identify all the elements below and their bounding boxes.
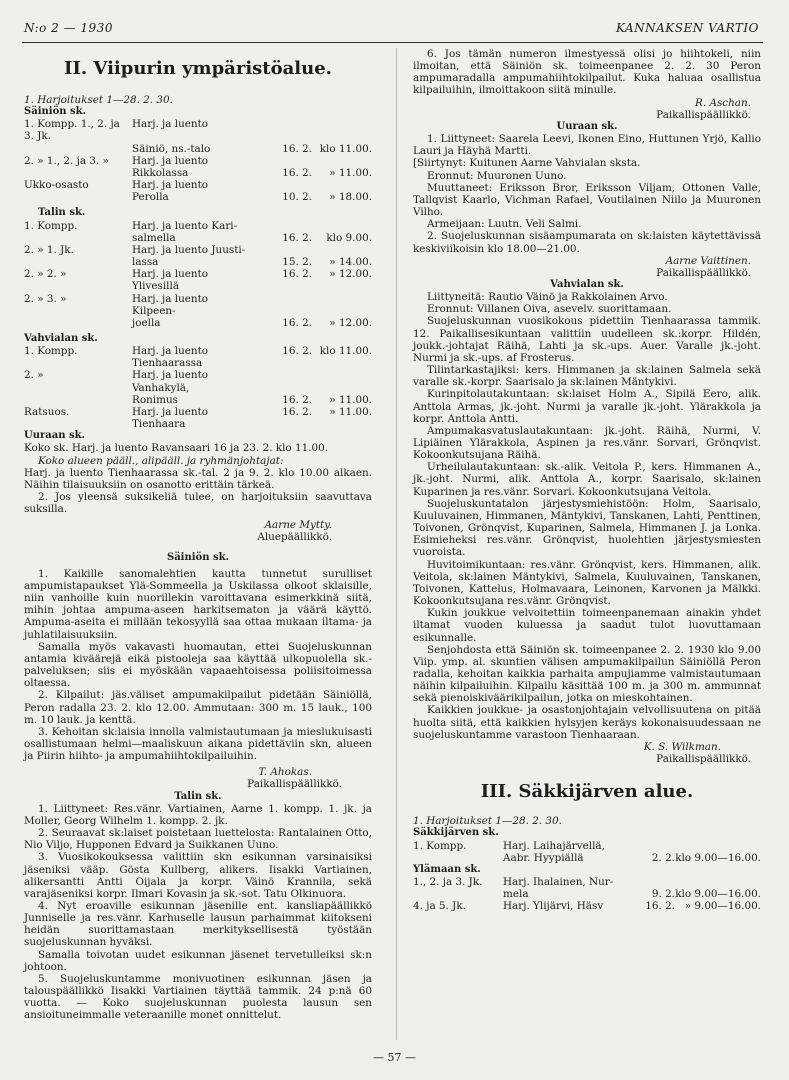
schedule-cell: Perolla (132, 191, 169, 204)
talin-schedule (24, 220, 372, 329)
talin-paragraph-3: 3. Vuosikokouksessa valittiin skn esikunnan varsinaisiksi jäseniksi vääp. Gösta Kullberg, alikers. Iisakki Vartiainen, alikersantti Antti Oijala ja korpr. Väinö Krannila, sekä varajäseniksi korpr. Ilmari Kovasin ja sk.-sot. Tatu Olkinuora. (24, 851, 372, 900)
schedule-cell: joella (132, 316, 161, 329)
vahvialan-p5: Kurinpitolautakuntaan: sk:laiset Holm A., Sipilä Eero, alik. Anttola Armas, jk.-joht. Nurmi ja varalle jk.-joht. Ylärakkola ja korpr. Anttola Antti. (413, 388, 761, 425)
section-title-iii: III. Säkkijärven alue. (480, 781, 694, 803)
schedule-cell (24, 232, 130, 244)
right-column (413, 48, 761, 912)
page-number: — 57 — (373, 1050, 416, 1064)
schedule-cell (314, 179, 372, 191)
schedule-cell: Harj. ja luento Ylivesillä (132, 268, 209, 293)
talin-heading-2: Talin sk. (174, 790, 222, 802)
schedule-cell: Harj. ja luento (132, 118, 209, 131)
talin-paragraph-5: Samalla toivotan uudet esikunnan jäsenet tervetulleiksi sk:n johtoon. (24, 948, 372, 973)
schedule-cell: Harj. ja luento (132, 154, 209, 167)
schedule-cell: Harj. ja luento Kari- (132, 219, 238, 232)
schedule-cell: klo 9.00. (326, 231, 372, 244)
schedule-cell: Harj. Ylijärvi, Häsv (503, 900, 604, 913)
vahvialan-p8: Suojeluskuntatalon järjestysmiehistöön: Holm, Saarisalo, Kuuluvainen, Himmanen, Mäntykivi, Tanskanen, Lahti, Penttinen, Toivonen, Grönqvist, Kuparinen, Salmela, Himmanen J. ja Lonka. Esimieheksi res.vänr. Grönqvist, huolehtien järjestysmiesten vuoroista. (413, 497, 761, 559)
vahvialan-p7: Urheilulautakuntaan: sk.-alik. Veitola P., kers. Himmanen A., jk.-joht. Nurmi, alik. Anttola A., korpr. Saarisalo, sk:lainen Kuparinen ja res.vänr. Sorvari. Kokoonkutsujana Veitola. (413, 461, 761, 498)
schedule-cell: 16. 2. (645, 900, 675, 913)
schedule-cell: klo 9.00—16.00. (675, 888, 761, 901)
sakkijarvi-subheading: 1. Harjoitukset 1—28. 2. 30. (413, 815, 562, 828)
schedule-cell: 2. » 2. » (24, 268, 67, 281)
schedule-cell: » 11.00. (329, 393, 372, 406)
schedule-cell (250, 293, 312, 317)
schedule-cell (24, 191, 130, 203)
schedule-cell (314, 244, 372, 256)
signature-name-5: K. S. Wilkman. (643, 740, 721, 753)
left-column (24, 48, 372, 1022)
vahvialan-schedule (24, 345, 372, 430)
vahvialan-p12: Kaikkien joukkue- ja osastonjohtajain velvollisuutena on pitää huolta siitä, että kaikkien hylsyjen keräys kokonaisuudessaan ne suojeluskuntamme varastoon Tienhaaraan. (413, 704, 761, 741)
schedule-cell: 1. Kompp. (24, 219, 78, 232)
schedule-cell (314, 155, 372, 167)
schedule-cell: Harj. Ihalainen, Nur- (503, 876, 614, 888)
sainio-paragraph-2: Samalla myös vakavasti huomautan, ettei Suojeluskunnan antamia kiväärejä eikä pistooleja saa käyttää ulkopuolella sk.-palveluksen; siis ei myöskään vapaaehtoisessa poliisitoimessa oltaessa. (24, 640, 372, 690)
schedule-cell: Harj. ja luento Kilpeen- (132, 292, 209, 317)
uuraan-resigned: Eronnut: Muuronen Uuno. (427, 169, 567, 182)
schedule-cell: klo 11.00. (319, 345, 372, 358)
uuraan-line-2: Koko alueen pääll., alipääll. ja ryhmänjohtajat: (38, 454, 284, 467)
sainio-paragraph-6: 6. Jos tämän numeron ilmestyessä olisi jo hiihtokeli, niin ilmoitan, että Säiniön sk. toimeenpanee 2. 2. 30 Peron ampumaradalla ampumahiihtokilpailut. Kuka haluaa osallistua kilpailuihin, ilmoittakoon siitä minulle. (413, 48, 761, 97)
issue-number: N:o 2 — 1930 (24, 21, 113, 35)
schedule-cell (250, 118, 312, 142)
schedule-cell: Harj. ja luento Juusti- (132, 243, 246, 256)
uuraan-transferred: [Siirtynyt: Kuitunen Aarne Vahvialan sksta. (413, 157, 641, 170)
schedule-cell: 16. 2. (282, 166, 312, 179)
schedule-cell (635, 840, 675, 852)
publication-title: KANNAKSEN VARTIO (616, 21, 759, 35)
schedule-cell: 15. 2. (282, 256, 312, 269)
schedule-cell: Ukko-osasto (24, 179, 89, 192)
sainio-heading-2: Säiniön sk. (166, 551, 230, 563)
schedule-cell: Harj. ja luento Vanhakylä, (132, 369, 209, 394)
schedule-cell: klo 11.00. (319, 142, 372, 155)
uuraan-heading: Uuraan sk. (24, 430, 86, 442)
signature-name-3: R. Aschan. (695, 96, 751, 109)
schedule-cell: Harj. Laihajärvellä, (503, 839, 605, 852)
schedule-cell: 16. 2. (282, 393, 312, 406)
schedule-cell (675, 876, 761, 888)
vahvialan-p4: Tilintarkastajiksi: kers. Himmanen ja sk:lainen Salmela sekä varalle sk.-korpr. Saarisalo ja sk:lainen Mäntykivi. (413, 364, 761, 389)
schedule-cell: Ronimus (132, 393, 178, 406)
talin-paragraph-6: 5. Suojeluskuntamme monivuotinen esikunnan jäsen ja talouspäällikkö Iisakki Vartiainen täyttää tammik. 24 p:nä 60 vuotta. — Koko suojeluskunnan puolesta lausun sen ansioituneimmalle veteraanille monet onnittelut. (24, 972, 372, 1022)
schedule-cell: Harj. ja luento Tienhaarassa (132, 345, 209, 370)
schedule-cell (250, 244, 312, 256)
schedule-cell: 9. 2. (651, 888, 675, 901)
schedule-cell: Harj. ja luento (132, 179, 209, 192)
schedule-cell: 4. ja 5. Jk. (413, 900, 466, 913)
schedule-cell (675, 840, 761, 852)
sainio-paragraph-1: 1. Kaikille sanomalehtien kautta tunnetut surulliset ampumistapaukset Ylä-Sommeella ja Uskilassa olkoot sklaisille, niin vanhoille kuin nuorillekin varoittavana esimerkkinä siitä, mihin johtaa ampuma-aseen harkitsematon ja väärä käyttö. Ampuma-aseita ei millään tekosyyllä saa ottaa mukaan iltama- ja juhlatilaisuuksiin. (24, 567, 372, 641)
schedule-cell: 2. » 3. » (24, 292, 67, 305)
sakkijarvi-heading: Säkkijärven sk. (413, 827, 499, 839)
schedule-cell (250, 220, 312, 232)
signature-role-1: Aluepäällikkö. (257, 531, 332, 544)
signature-role-2: Paikallispäällikkö. (247, 778, 342, 791)
schedule-cell: 16. 2. (282, 316, 312, 329)
talin-paragraph-4: 4. Nyt eroaville esikunnan jäsenille ent. kansliapäällikkö Junniselle ja res.vänr. Karhuselle lausun parhaimmat kiitokseni heidän suorittamastaan merkityksellisestä työstään suojeluskunnan hyväksi. (24, 900, 372, 949)
column-divider (396, 48, 397, 1040)
schedule-cell (413, 852, 503, 864)
section-title-ii: II. Viipurin ympäristöalue. (64, 58, 332, 79)
schedule-cell: 2. » (24, 369, 44, 382)
schedule-cell (314, 369, 372, 393)
ylamaan-schedule (413, 876, 761, 912)
sakkijarvi-schedule (413, 840, 761, 864)
schedule-cell (635, 876, 675, 888)
vahvialan-p1: Liittyneitä: Rautio Väinö ja Rakkolainen Arvo. (427, 291, 668, 304)
schedule-cell: 1. Kompp. (413, 839, 467, 852)
vahvialan-heading: Vahvialan sk. (24, 332, 98, 344)
schedule-cell: Rikkolassa (132, 166, 189, 179)
schedule-cell: salmella (132, 231, 176, 244)
schedule-cell: 1. Kompp. (24, 345, 78, 358)
vahvialan-p6: Ampumakasvatuslautakuntaan: jk.-joht. Räihä, Nurmi, V. Lipiäinen Ylärakkola, Aspinen ja res.vänr. Sorvari, Grönqvist. Kokoonkutsujana Räihä. (413, 424, 761, 462)
sainio-paragraph-4: 3. Kehoitan sk:laisia innolla valmistautumaan ja mieslukuisasti osallistumaan helmi—maaliskuun aikana pidettäviin skn, alueen ja Piirin hiihto- ja ampumahiihtokilpailuihin. (24, 725, 372, 763)
talin-paragraph-1: 1. Liittyneet: Res.vänr. Vartiainen, Aarne 1. kompp. 1. jk. ja Moller, Georg Wilhelm 1. kompp. 2. jk. (24, 802, 372, 827)
schedule-cell: 1., 2. ja 3. Jk. (413, 876, 483, 888)
schedule-cell (250, 369, 312, 393)
schedule-cell (24, 394, 130, 406)
schedule-cell: 16. 2. (282, 405, 312, 418)
schedule-cell: 10. 2. (282, 191, 312, 204)
schedule-cell: 16. 2. (282, 231, 312, 244)
uuraan-line-1: Koko sk. Harj. ja luento Ravansaari 16 ja 23. 2. klo 11.00. (24, 442, 329, 455)
schedule-cell (250, 179, 312, 191)
talin-heading: Talin sk. (38, 207, 86, 219)
sainio-paragraph-3: 2. Kilpailut: jäs.väliset ampumakilpailut pidetään Säiniöllä, Peron radalla 23. 2. klo 12.00. Ammutaan: 300 m. 15 lauk., 100 m. 10 lauk. ja kenttä. (24, 689, 372, 726)
schedule-cell: 16. 2. (282, 345, 312, 358)
schedule-cell: 1. Kompp. 1., 2. ja 3. Jk. (24, 118, 120, 143)
signature-role-5: Paikallispäällikkö. (656, 753, 751, 766)
signature-name-1: Aarne Mytty. (264, 519, 332, 532)
uuraan-heading-2: Uuraan sk. (556, 120, 618, 132)
schedule-cell: Aabr. Hyypiällä (503, 851, 584, 864)
schedule-cell (250, 155, 312, 167)
schedule-cell: » 12.00. (329, 316, 372, 329)
uuraan-army: Armeijaan: Luutn. Veli Salmi. (427, 218, 582, 231)
schedule-cell: » 12.00. (329, 268, 372, 281)
talin-paragraph-2: 2. Seuraavat sk:laiset poistetaan luettelosta: Rantalainen Otto, Nio Viljo, Hupponen Edvard ja Suikkanen Uuno. (24, 827, 372, 852)
schedule-cell: » 14.00. (329, 256, 372, 269)
schedule-cell: Harj. ja luento Tienhaara (132, 405, 209, 431)
schedule-cell (24, 256, 130, 268)
exercises-subheading: 1. Harjoitukset 1—28. 2. 30. (24, 94, 173, 106)
signature-name-4: Aarne Vaittinen. (665, 254, 751, 267)
schedule-cell: 16. 2. (282, 142, 312, 155)
signature-role-3: Paikallispäällikkö. (656, 108, 751, 121)
schedule-cell: » 18.00. (329, 191, 372, 204)
schedule-cell (314, 293, 372, 317)
schedule-cell: 16. 2. (282, 268, 312, 281)
signature-role-4: Paikallispäällikkö. (656, 266, 751, 279)
schedule-cell: » 11.00. (329, 166, 372, 179)
vahvialan-p9: Huvitoimikuntaan: res.vänr. Grönqvist, kers. Himmanen, alik. Veitola, sk:lainen Mäntykivi, Salmela, Kuuluvainen, Tanskanen, Toivonen, Kattelus, Holmavaara, Leinonen, Karvonen ja Mälkki. Kokoonkutsujana res.vänr. Grönqvist. (413, 558, 761, 608)
schedule-cell: Ratsuos. (24, 405, 70, 418)
sainio-schedule (24, 118, 372, 203)
schedule-cell: klo 9.00—16.00. (675, 851, 761, 864)
schedule-cell: » 11.00. (329, 405, 372, 418)
uuraan-paragraph-2: 2. Jos yleensä suksikeliä tulee, on harjoituksiin saavuttava suksilla. (24, 491, 372, 516)
schedule-cell: » 9.00—16.00. (684, 900, 761, 913)
vahvialan-p3: Suojeluskunnan vuosikokous pidettiin Tienhaarassa tammik. 12. Paikallisesikuntaan valittiin uudelleen sk.:korpr. Hildén, joukk.-johtajat Räihä, Lahti ja sk.-ups. Auer. Varalle jk.-joht. Nurmi ja sk.-ups. af Frosterus. (413, 315, 761, 364)
schedule-cell: 2. » 1., 2. ja 3. » (24, 154, 109, 167)
sainio-heading: Säiniön sk. (24, 106, 87, 118)
vahvialan-p10: Kukin joukkue velvoitettiin toimeenpanemaan ainakin yhdet iltamat vuoden kuluessa ja saadut tulot luovuttamaan esikunnalle. (413, 607, 761, 644)
signature-name-2: T. Ahokas. (258, 766, 312, 779)
vahvialan-p2: Eronnut: Villanen Oiva, asevelv. suorittamaan. (427, 303, 672, 316)
schedule-cell: 2. » 1. Jk. (24, 243, 74, 256)
uuraan-joined: 1. Liittyneet: Saarela Leevi, Ikonen Eino, Huttunen Yrjö, Kallio Lauri ja Häyhä Martti. (413, 133, 761, 158)
schedule-cell: 2. 2. (651, 851, 675, 864)
schedule-cell (24, 167, 130, 179)
schedule-cell: mela (503, 888, 529, 901)
schedule-cell (24, 143, 130, 155)
vahvialan-p11: Senjohdosta että Säiniön sk. toimeenpanee 2. 2. 1930 klo 9.00 Viip. ymp. al. skuntien välisen ampumakilpailun Säiniöllä Peron radalla, kehoitan kaikkia parhaita ampujiamme valmistautumaan näihin kilpailuihin. Kilpailu käsittää 100 m. ja 300 m. ammunnat sekä pienoiskiväärikilpailun, jotka on mieskohtainen. (413, 643, 761, 705)
uuraan-line-3: Harj. ja luento Tienhaarassa sk.-tal. 2 ja 9. 2. klo 10.00 alkaen. Näihin tilaisuuksiin on osanotto erittäin tärkeä. (24, 466, 372, 491)
uuraan-moved: Muuttaneet: Eriksson Bror, Eriksson Viljam, Ottonen Valle, Tallqvist Kaarlo, Vichman Rafael, Voutilainen Niilo ja Muuronen Vilho. (413, 181, 761, 219)
ylamaan-heading: Ylämaan sk. (413, 863, 481, 875)
page-header (24, 22, 759, 38)
schedule-cell (314, 118, 372, 142)
schedule-cell: lassa (132, 256, 159, 269)
schedule-cell (24, 317, 130, 329)
schedule-cell (314, 220, 372, 232)
vahvialan-heading-2: Vahvialan sk. (550, 278, 624, 290)
schedule-cell (413, 888, 503, 900)
uuraan-range: 2. Suojeluskunnan sisäampumarata on sk:laisten käytettävissä keskiviikoisin klo 18.00—21.00. (413, 230, 761, 255)
schedule-cell: Säiniö, ns.-talo (132, 142, 211, 155)
header-rule (22, 42, 763, 43)
